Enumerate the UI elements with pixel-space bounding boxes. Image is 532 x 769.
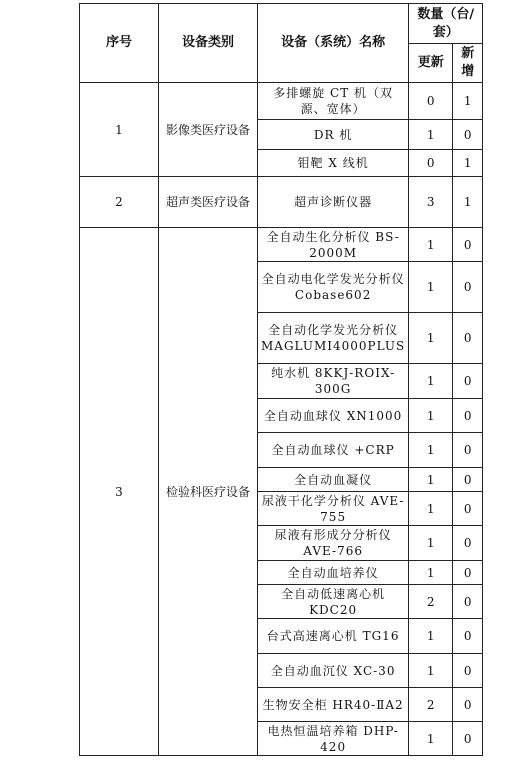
row-index: 1 (80, 83, 159, 177)
equipment-name: 纯水机 8KKJ-ROIX-300G (258, 364, 409, 399)
added-count: 0 (453, 313, 483, 364)
table-row (80, 177, 483, 228)
updated-count: 2 (409, 585, 453, 619)
updated-count: 1 (409, 619, 453, 654)
added-count: 0 (453, 468, 483, 492)
updated-count: 1 (409, 399, 453, 433)
added-count: 1 (453, 177, 483, 228)
equipment-name: 全自动血沉仪 XC-30 (258, 654, 409, 688)
added-count: 1 (453, 150, 483, 177)
equipment-name: 全自动血培养仪 (258, 561, 409, 585)
added-count: 0 (453, 399, 483, 433)
updated-count: 1 (409, 492, 453, 526)
equipment-name: 全自动血球仪 XN1000 (258, 399, 409, 433)
updated-count: 1 (409, 313, 453, 364)
added-count: 0 (453, 561, 483, 585)
equipment-name: 多排螺旋 CT 机（双源、宽体） (258, 83, 409, 120)
row-category: 超声类医疗设备 (159, 177, 258, 228)
equipment-name: 全自动生化分析仪 BS-2000M (258, 228, 409, 262)
updated-count: 1 (409, 262, 453, 313)
equipment-name: 尿液干化学分析仪 AVE-755 (258, 492, 409, 526)
added-count: 0 (453, 526, 483, 561)
updated-count: 1 (409, 526, 453, 561)
added-count: 0 (453, 433, 483, 468)
updated-count: 1 (409, 468, 453, 492)
added-count: 0 (453, 228, 483, 262)
row-index: 3 (80, 228, 159, 756)
added-count: 0 (453, 654, 483, 688)
updated-count: 0 (409, 150, 453, 177)
added-count: 1 (453, 83, 483, 120)
updated-count: 2 (409, 688, 453, 722)
equipment-name: 超声诊断仪器 (258, 177, 409, 228)
row-index: 2 (80, 177, 159, 228)
table-body (80, 83, 483, 756)
updated-count: 1 (409, 433, 453, 468)
header-quantity: 数量（台/套） (409, 4, 483, 44)
added-count: 0 (453, 585, 483, 619)
equipment-name: 台式高速离心机 TG16 (258, 619, 409, 654)
equipment-name: DR 机 (258, 120, 409, 150)
header-index: 序号 (80, 4, 159, 83)
equipment-name: 尿液有形成分分析仪 AVE-766 (258, 526, 409, 561)
header-category: 设备类别 (159, 4, 258, 83)
equipment-name: 全自动化学发光分析仪 MAGLUMI4000PLUS (258, 313, 409, 364)
added-count: 0 (453, 722, 483, 756)
added-count: 0 (453, 120, 483, 150)
added-count: 0 (453, 492, 483, 526)
row-category: 检验科医疗设备 (159, 228, 258, 756)
equipment-name: 全自动低速离心机 KDC20 (258, 585, 409, 619)
table-row (80, 83, 483, 120)
header-added: 新增 (453, 44, 483, 83)
added-count: 0 (453, 619, 483, 654)
header-name: 设备（系统）名称 (258, 4, 409, 83)
updated-count: 1 (409, 654, 453, 688)
added-count: 0 (453, 364, 483, 399)
header-updated: 更新 (409, 44, 453, 83)
equipment-name: 钼靶 X 线机 (258, 150, 409, 177)
updated-count: 0 (409, 83, 453, 120)
updated-count: 1 (409, 228, 453, 262)
updated-count: 1 (409, 561, 453, 585)
equipment-name: 全自动血凝仪 (258, 468, 409, 492)
updated-count: 1 (409, 722, 453, 756)
added-count: 0 (453, 262, 483, 313)
updated-count: 1 (409, 120, 453, 150)
table-row (80, 228, 483, 262)
row-category: 影像类医疗设备 (159, 83, 258, 177)
updated-count: 1 (409, 364, 453, 399)
equipment-name: 电热恒温培养箱 DHP-420 (258, 722, 409, 756)
equipment-name: 全自动电化学发光分析仪 Cobase602 (258, 262, 409, 313)
equipment-name: 生物安全柜 HR40-ⅡA2 (258, 688, 409, 722)
equipment-table (79, 3, 483, 756)
added-count: 0 (453, 688, 483, 722)
updated-count: 3 (409, 177, 453, 228)
equipment-name: 全自动血球仪 +CRP (258, 433, 409, 468)
